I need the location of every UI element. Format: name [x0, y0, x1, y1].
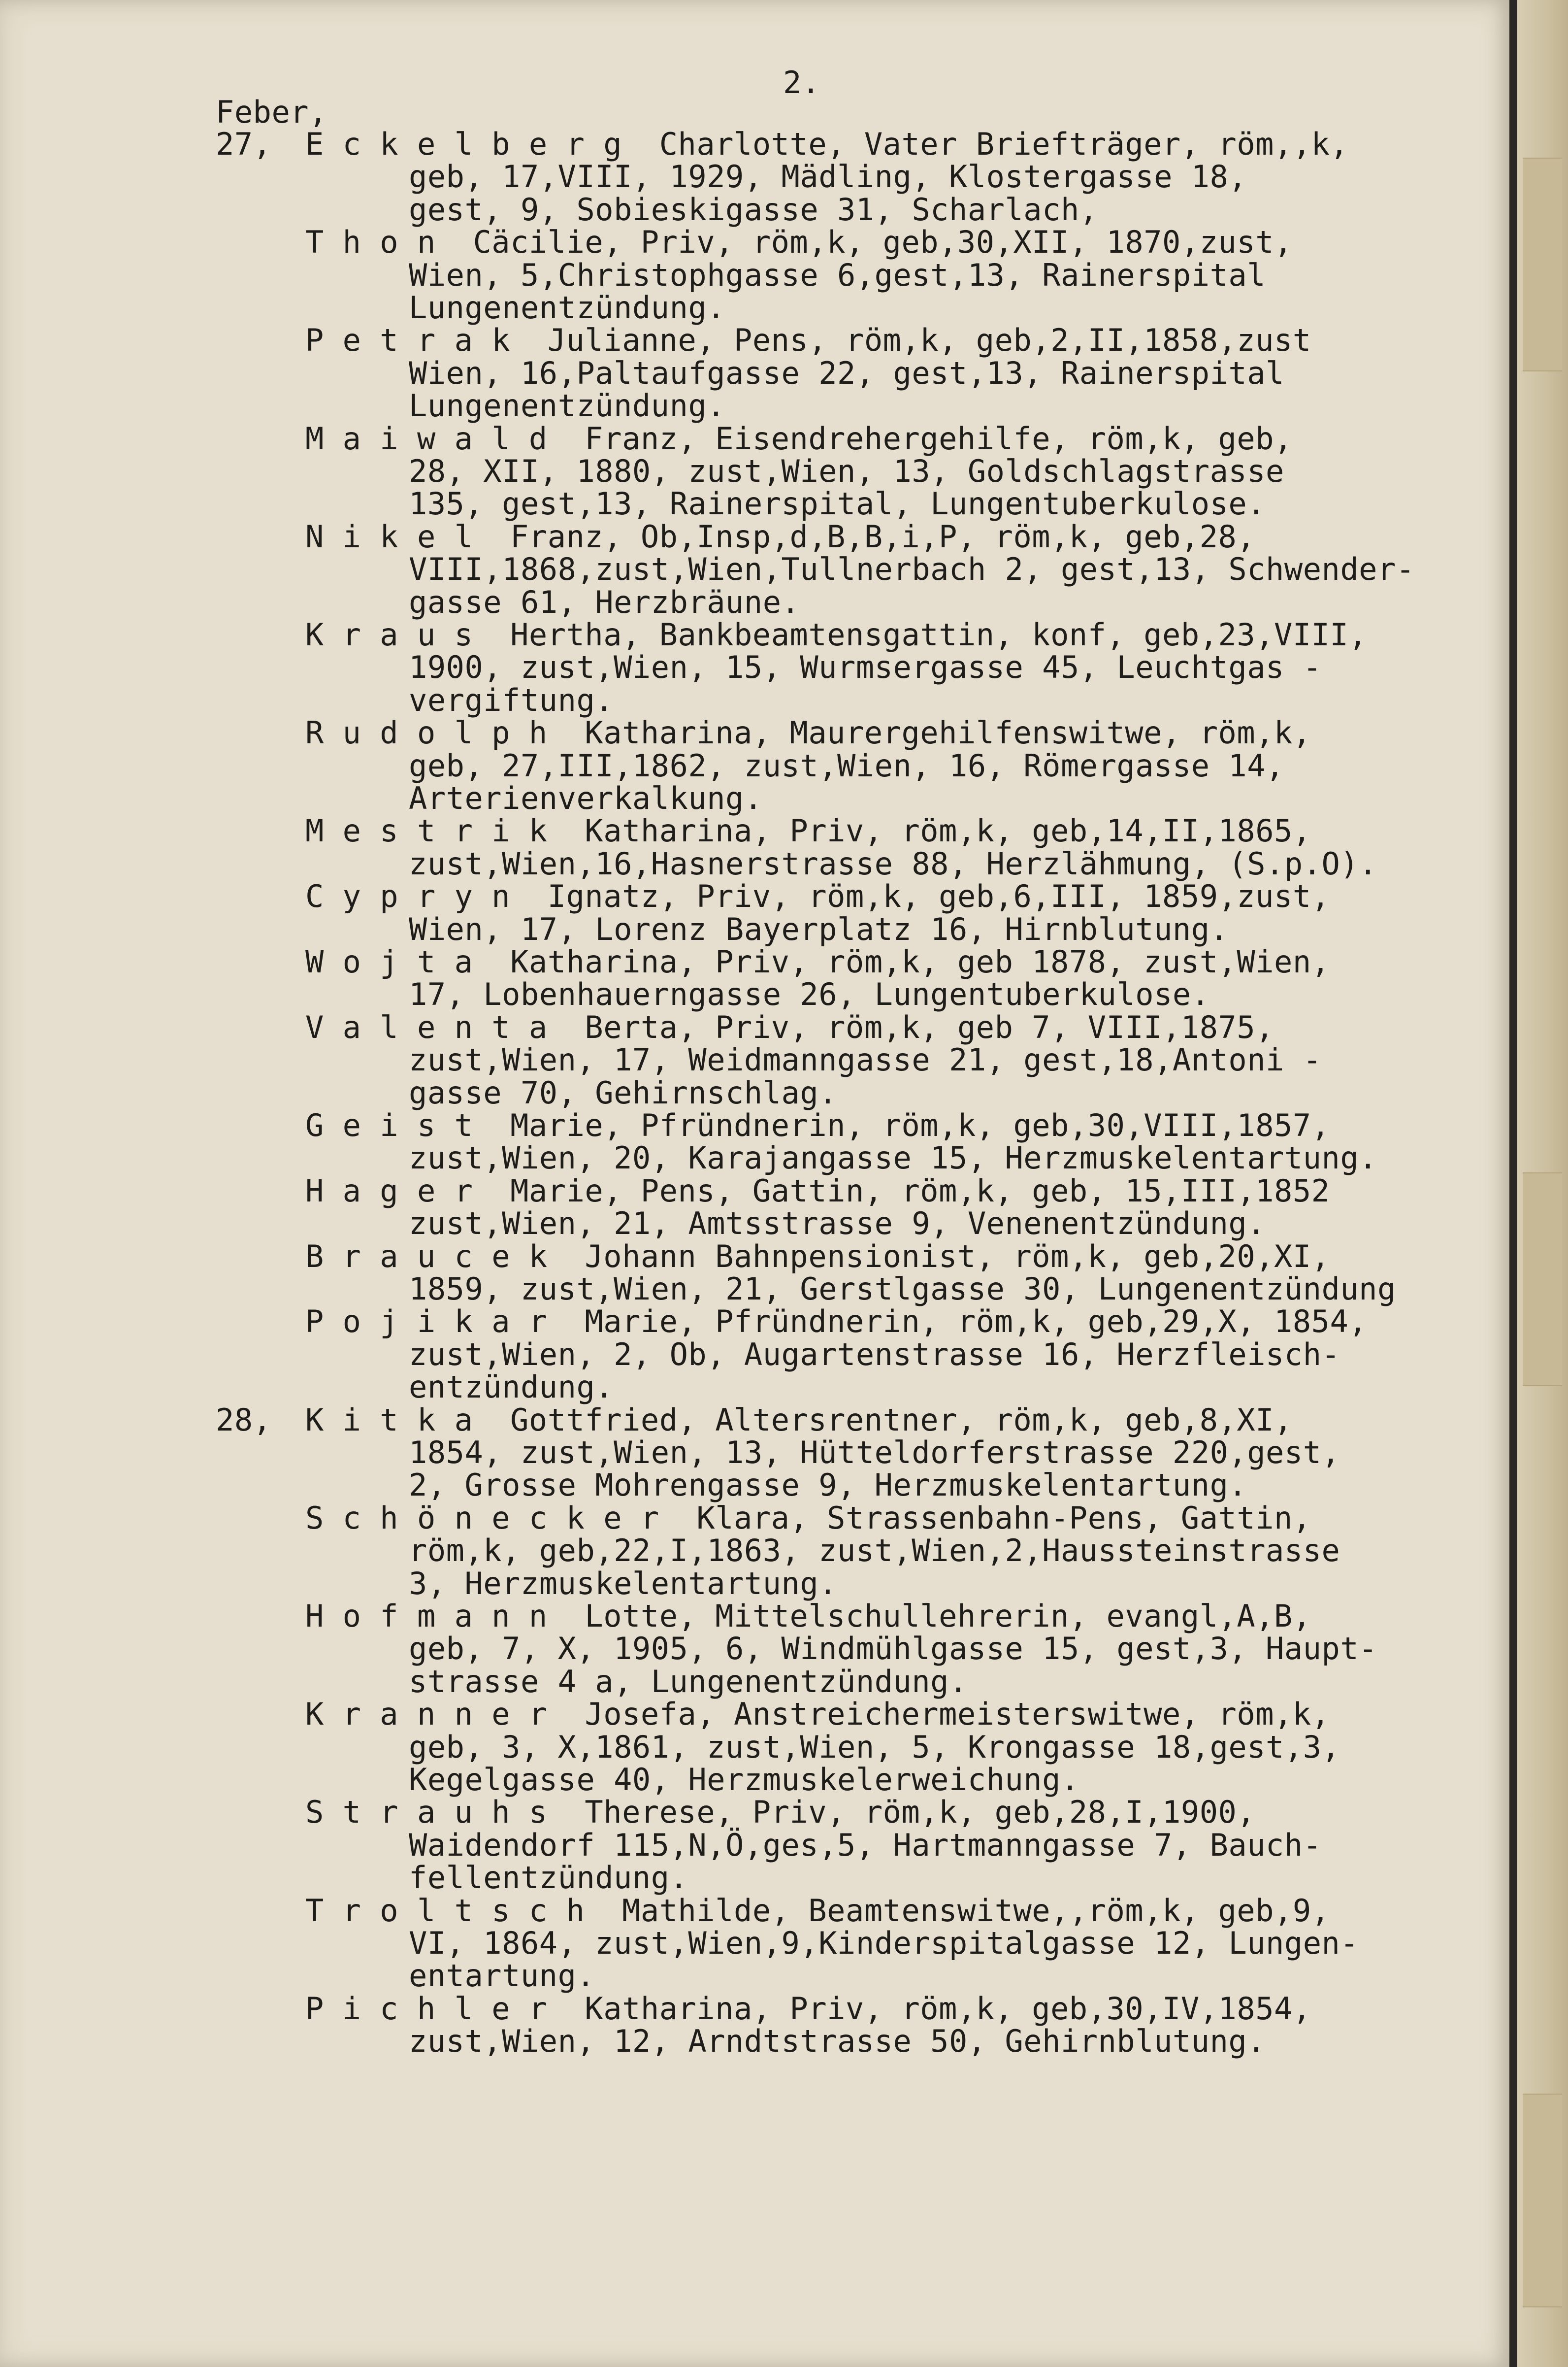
page-gutter-shadow — [1509, 0, 1517, 2367]
entry-text: Cäcilie, Priv, röm,k, geb,30,XII, 1870,zust, — [435, 224, 1293, 261]
entry-continuation-line: 1859, zust,Wien, 21, Gerstlgasse 30, Lungenentzündung — [409, 1271, 1396, 1307]
entry-surname: R u d o l p h — [305, 715, 548, 751]
entry-surname: P i c h l e r — [305, 1990, 548, 2027]
entry-text: Hertha, Bankbeamtensgattin, konf, geb,23,VIII, — [473, 617, 1368, 653]
entry-continuation-line: 1854, zust,Wien, 13, Hütteldorferstrasse 220,gest, — [409, 1434, 1340, 1470]
entry-first-line — [305, 1990, 1311, 2027]
entry-first-line — [305, 1011, 1274, 1044]
entry-first-line — [305, 1502, 1311, 1534]
entry-first-line — [305, 518, 1256, 555]
entry-continuation-line: geb, 7, X, 1905, 6, Windmühlgasse 15, gest,3, Haupt- — [409, 1631, 1378, 1667]
entry-continuation-line: geb, 17,VIII, 1929, Mädling, Klostergasse 18, — [409, 159, 1247, 195]
entry-surname: P o j i k a r — [305, 1303, 548, 1340]
entry-surname: S c h ö n e c k e r — [305, 1500, 659, 1536]
entry-continuation-line: entzündung. — [409, 1369, 614, 1405]
binding-tape — [1523, 2094, 1562, 2307]
entry-day: 28, — [216, 1401, 272, 1438]
entry-continuation-line: 135, gest,13, Rainerspital, Lungentuberkulose. — [409, 486, 1266, 522]
entry-text: Katharina, Maurergehilfenswitwe, röm,k, — [547, 715, 1311, 751]
entry-continuation-line: Wien, 16,Paltaufgasse 22, gest,13, Rainerspital — [409, 355, 1284, 391]
entry-continuation-line: Arterienverkalkung. — [409, 780, 763, 816]
entry-continuation-line: zust,Wien,16,Hasnerstrasse 88, Herzlähmung, (S.p.O). — [409, 845, 1378, 882]
entry-first-line — [305, 1172, 1330, 1209]
entry-surname: K r a n n e r — [305, 1696, 548, 1733]
entry-surname: G e i s t — [305, 1107, 473, 1143]
entry-continuation-line: Wien, 5,Christophgasse 6,gest,13, Rainerspital — [409, 257, 1266, 293]
entry-text: Marie, Pfründnerin, röm,k, geb,29,X, 1854, — [547, 1303, 1368, 1340]
entry-continuation-line: VI, 1864, zust,Wien,9,Kinderspitalgasse 12, Lungen- — [409, 1925, 1359, 1961]
entry-text: Berta, Priv, röm,k, geb 7, VIII,1875, — [547, 1009, 1274, 1045]
entry-continuation-line: 17, Lobenhauerngasse 26, Lungentuberkulose. — [409, 976, 1210, 1013]
entry-first-line — [305, 128, 1348, 161]
entry-first-line — [305, 1401, 1293, 1438]
entry-text: Klara, Strassenbahn-Pens, Gattin, — [659, 1500, 1311, 1536]
entry-continuation-line: Kegelgasse 40, Herzmuskelerweichung. — [409, 1762, 1079, 1798]
entry-first-line — [305, 717, 1311, 749]
entry-text: Katharina, Priv, röm,k, geb 1878, zust,Wien, — [473, 944, 1330, 980]
entry-text: Mathilde, Beamtenswitwe,,röm,k, geb,9, — [585, 1892, 1330, 1929]
entry-text: Franz, Eisendrehergehilfe, röm,k, geb, — [547, 420, 1293, 457]
entry-text: Marie, Pens, Gattin, röm,k, geb, 15,III,1852 — [473, 1172, 1330, 1209]
entry-surname: T h o n — [305, 224, 436, 261]
entry-text: Johann Bahnpensionist, röm,k, geb,20,XI, — [547, 1238, 1330, 1274]
entry-text: Franz, Ob,Insp,d,B,B,i,P, röm,k, geb,28, — [473, 518, 1256, 555]
entry-text: Julianne, Pens, röm,k, geb,2,II,1858,zust — [510, 322, 1311, 359]
entry-first-line — [305, 226, 1293, 259]
entry-text: Josefa, Anstreichermeisterswitwe, röm,k, — [547, 1696, 1330, 1733]
entry-continuation-line: VIII,1868,zust,Wien,Tullnerbach 2, gest,13, Schwender- — [409, 551, 1415, 588]
entry-first-line — [305, 1305, 1367, 1338]
entry-continuation-line: 3, Herzmuskelentartung. — [409, 1565, 838, 1601]
entry-continuation-line: röm,k, geb,22,I,1863, zust,Wien,2,Haussteinstrasse — [409, 1533, 1340, 1569]
entry-day: 27, — [216, 126, 272, 162]
entry-surname: N i k e l — [305, 518, 473, 555]
entry-text: Charlotte, Vater Briefträger, röm,,k, — [622, 126, 1349, 162]
entry-continuation-line: Lungenentzündung. — [409, 388, 726, 424]
entry-first-line — [305, 420, 1293, 457]
entry-surname: V a l e n t a — [305, 1009, 548, 1045]
entry-first-line — [305, 619, 1367, 651]
entry-continuation-line: geb, 27,III,1862, zust,Wien, 16, Römergasse 14, — [409, 747, 1284, 784]
entry-text: Katharina, Priv, röm,k, geb,30,IV,1854, — [547, 1990, 1311, 2027]
entry-continuation-line: Lungenentzündung. — [409, 290, 726, 326]
entry-first-line — [305, 1600, 1311, 1633]
entry-surname: K r a u s — [305, 617, 473, 653]
entry-surname: K i t k a — [305, 1401, 473, 1438]
entry-continuation-line: Wien, 17, Lorenz Bayerplatz 16, Hirnblutung. — [409, 911, 1229, 947]
entry-continuation-line: gasse 70, Gehirnschlag. — [409, 1074, 838, 1111]
entry-text: Katharina, Priv, röm,k, geb,14,II,1865, — [547, 813, 1311, 849]
entry-text: Marie, Pfründnerin, röm,k, geb,30,VIII,1857, — [473, 1107, 1330, 1143]
entry-surname: H a g e r — [305, 1172, 473, 1209]
binding-tape — [1523, 158, 1562, 371]
entry-text: Ignatz, Priv, röm,k, geb,6,III, 1859,zust, — [510, 878, 1330, 915]
entry-surname: S t r a u h s — [305, 1794, 548, 1831]
entry-text: Lotte, Mittelschullehrerin, evangl,A,B, — [547, 1598, 1311, 1634]
entry-text: Therese, Priv, röm,k, geb,28,I,1900, — [547, 1794, 1256, 1831]
entry-continuation-line: 28, XII, 1880, zust,Wien, 13, Goldschlagstrasse — [409, 453, 1284, 489]
entry-first-line — [305, 1698, 1330, 1731]
entry-continuation-line: fellentzündung. — [409, 1860, 688, 1896]
entry-surname: M a i w a l d — [305, 420, 548, 457]
entry-continuation-line: strasse 4 a, Lungenentzündung. — [409, 1663, 968, 1700]
entry-continuation-line: entartung. — [409, 1958, 595, 1994]
entry-continuation-line: zust,Wien, 17, Weidmanngasse 21, gest,18,Antoni - — [409, 1042, 1322, 1078]
page-number: 2. — [783, 65, 820, 100]
entry-continuation-line: gasse 61, Herzbräune. — [409, 584, 800, 620]
entry-first-line — [305, 815, 1311, 847]
binding-tape — [1523, 1172, 1562, 1386]
entry-text: Gottfried, Altersrentner, röm,k, geb,8,XI, — [473, 1401, 1293, 1438]
entry-continuation-line: vergiftung. — [409, 682, 614, 718]
entry-continuation-line: geb, 3, X,1861, zust,Wien, 5, Krongasse 18,gest,3, — [409, 1729, 1340, 1765]
entry-continuation-line: zust,Wien, 2, Ob, Augartenstrasse 16, Herzfleisch- — [409, 1336, 1340, 1372]
entry-continuation-line: zust,Wien, 21, Amtsstrasse 9, Venenentzündung. — [409, 1205, 1266, 1242]
entry-first-line — [305, 1892, 1330, 1929]
entry-first-line — [305, 946, 1330, 978]
entry-continuation-line: 1900, zust,Wien, 15, Wurmsergasse 45, Leuchtgas - — [409, 649, 1322, 686]
entry-first-line — [305, 1796, 1255, 1829]
entry-continuation-line: gest, 9, Sobieskigasse 31, Scharlach, — [409, 191, 1098, 228]
entry-surname: T r o l t s c h — [305, 1892, 585, 1929]
entry-continuation-line: zust,Wien, 12, Arndtstrasse 50, Gehirnblutung. — [409, 2023, 1266, 2060]
entry-continuation-line: 2, Grosse Mohrengasse 9, Herzmuskelentartung. — [409, 1467, 1247, 1503]
entry-surname: E c k e l b e r g — [305, 126, 622, 162]
entry-first-line — [305, 880, 1330, 913]
entry-surname: M e s t r i k — [305, 813, 548, 849]
entry-surname: H o f m a n n — [305, 1598, 548, 1634]
entry-first-line — [305, 1240, 1330, 1273]
entry-surname: W o j t a — [305, 944, 473, 980]
entry-first-line — [305, 1109, 1330, 1142]
entry-surname: B r a u c e k — [305, 1238, 548, 1274]
entry-continuation-line: zust,Wien, 20, Karajangasse 15, Herzmuskelentartung. — [409, 1140, 1378, 1176]
entry-surname: C y p r y n — [305, 878, 511, 915]
entry-surname: P e t r a k — [305, 322, 511, 359]
entry-first-line — [305, 324, 1311, 357]
month-heading: Feber, — [216, 94, 327, 130]
entry-continuation-line: Waidendorf 115,N,Ö,ges,5, Hartmanngasse 7, Bauch- — [409, 1827, 1322, 1863]
